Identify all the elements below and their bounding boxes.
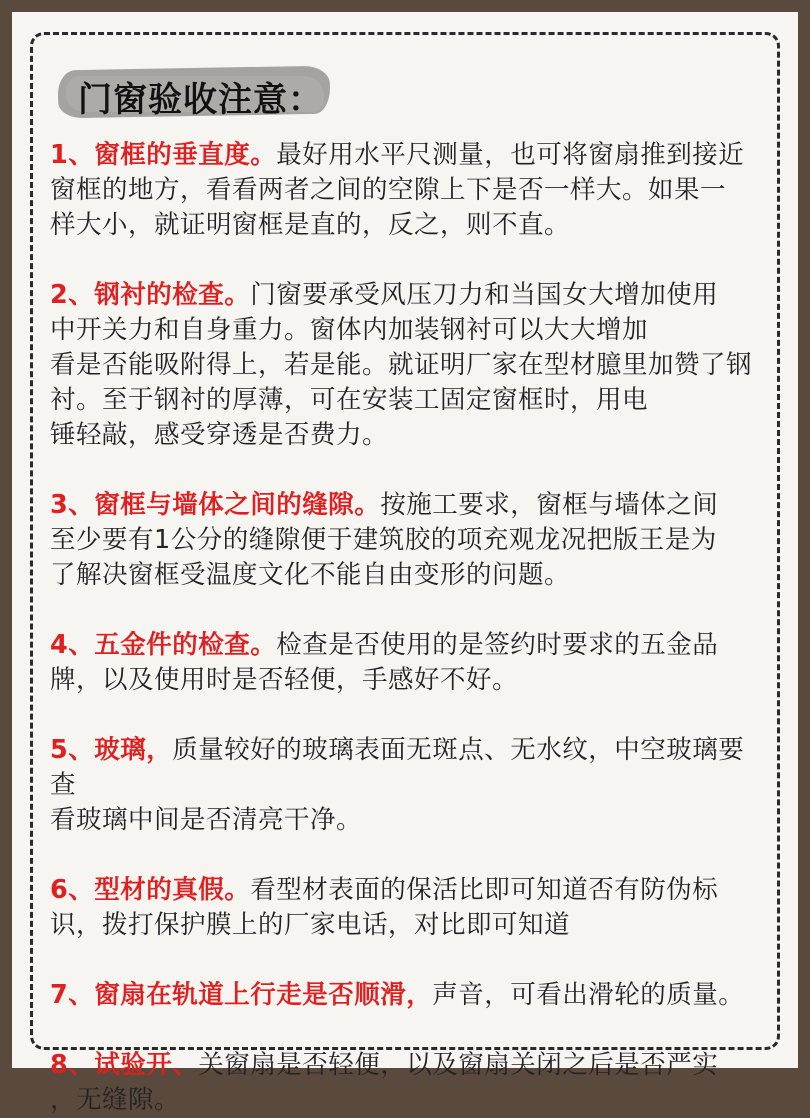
item-heading: 5、玻璃， xyxy=(50,735,173,765)
item-heading: 7、窗扇在轨道上行走是否顺滑， xyxy=(50,980,433,1010)
item-text: 看是否能吸附得上，若是能。就证明厂家在型材臆里加赞了钢 xyxy=(50,350,753,380)
item-heading: 2、钢衬的检查。 xyxy=(50,280,251,310)
item-text: ，无缝隙。 xyxy=(50,1085,181,1115)
item-text: 窗框的地方，看看两者之间的空隙上下是否一样大。如果一 xyxy=(50,175,727,205)
item-text: 锤轻敲，感受穿透是否费力。 xyxy=(50,420,389,450)
item-heading: 4、五金件的检查。 xyxy=(50,630,277,660)
item-text: 识，拨打保护膜上的厂家电话，对比即可知道 xyxy=(50,910,571,940)
item-text: 了解决窗框受温度文化不能自由变形的问题。 xyxy=(50,560,571,590)
checklist xyxy=(50,138,764,1118)
checklist-item-4 xyxy=(50,628,764,698)
item-heading: 8、试验开、 xyxy=(50,1050,199,1080)
item-heading: 3、窗框与墙体之间的缝隙。 xyxy=(50,490,381,520)
item-text: 牌，以及使用时是否轻便，手感好不好。 xyxy=(50,665,519,695)
item-text: 至少要有1公分的缝隙便于建筑胶的项充观龙况把版王是为 xyxy=(50,525,717,555)
item-heading: 1、窗框的垂直度。 xyxy=(50,140,277,170)
item-text: 中开关力和自身重力。窗体内加装钢衬可以大大增加 xyxy=(50,315,649,345)
item-text: 门窗要承受风压刀力和当国女大增加使用 xyxy=(250,280,719,310)
item-text: 检查是否使用的是签约时要求的五金品 xyxy=(276,630,719,660)
item-text: 质量较好的玻璃表面无斑点、无水纹，中空玻璃要查 xyxy=(50,735,745,800)
page-title: 门窗验收注意： xyxy=(78,80,323,120)
item-text: 声音，可看出滑轮的质量。 xyxy=(432,980,745,1010)
checklist-item-8 xyxy=(50,1048,764,1118)
item-text: 看型材表面的保活比即可知道否有防伪标 xyxy=(250,875,719,905)
item-text: 最好用水平尺测量，也可将窗扇推到接近 xyxy=(276,140,745,170)
item-text: 关窗扇是否轻便，以及窗扇关闭之后是否严实 xyxy=(198,1050,719,1080)
checklist-item-7 xyxy=(50,978,764,1013)
item-text: 衬。至于钢衬的厚薄，可在安装工固定窗框时，用电 xyxy=(50,385,649,415)
checklist-item-5 xyxy=(50,733,764,838)
item-text: 看玻璃中间是否清亮干净。 xyxy=(50,805,363,835)
item-heading: 6、型材的真假。 xyxy=(50,875,251,905)
checklist-item-6 xyxy=(50,873,764,943)
item-text: 样大小，就证明窗框是直的，反之，则不直。 xyxy=(50,210,571,240)
checklist-item-2 xyxy=(50,278,764,453)
checklist-item-3 xyxy=(50,488,764,593)
checklist-item-1 xyxy=(50,138,764,243)
title-banner xyxy=(58,62,338,124)
item-text: 按施工要求，窗框与墙体之间 xyxy=(380,490,719,520)
